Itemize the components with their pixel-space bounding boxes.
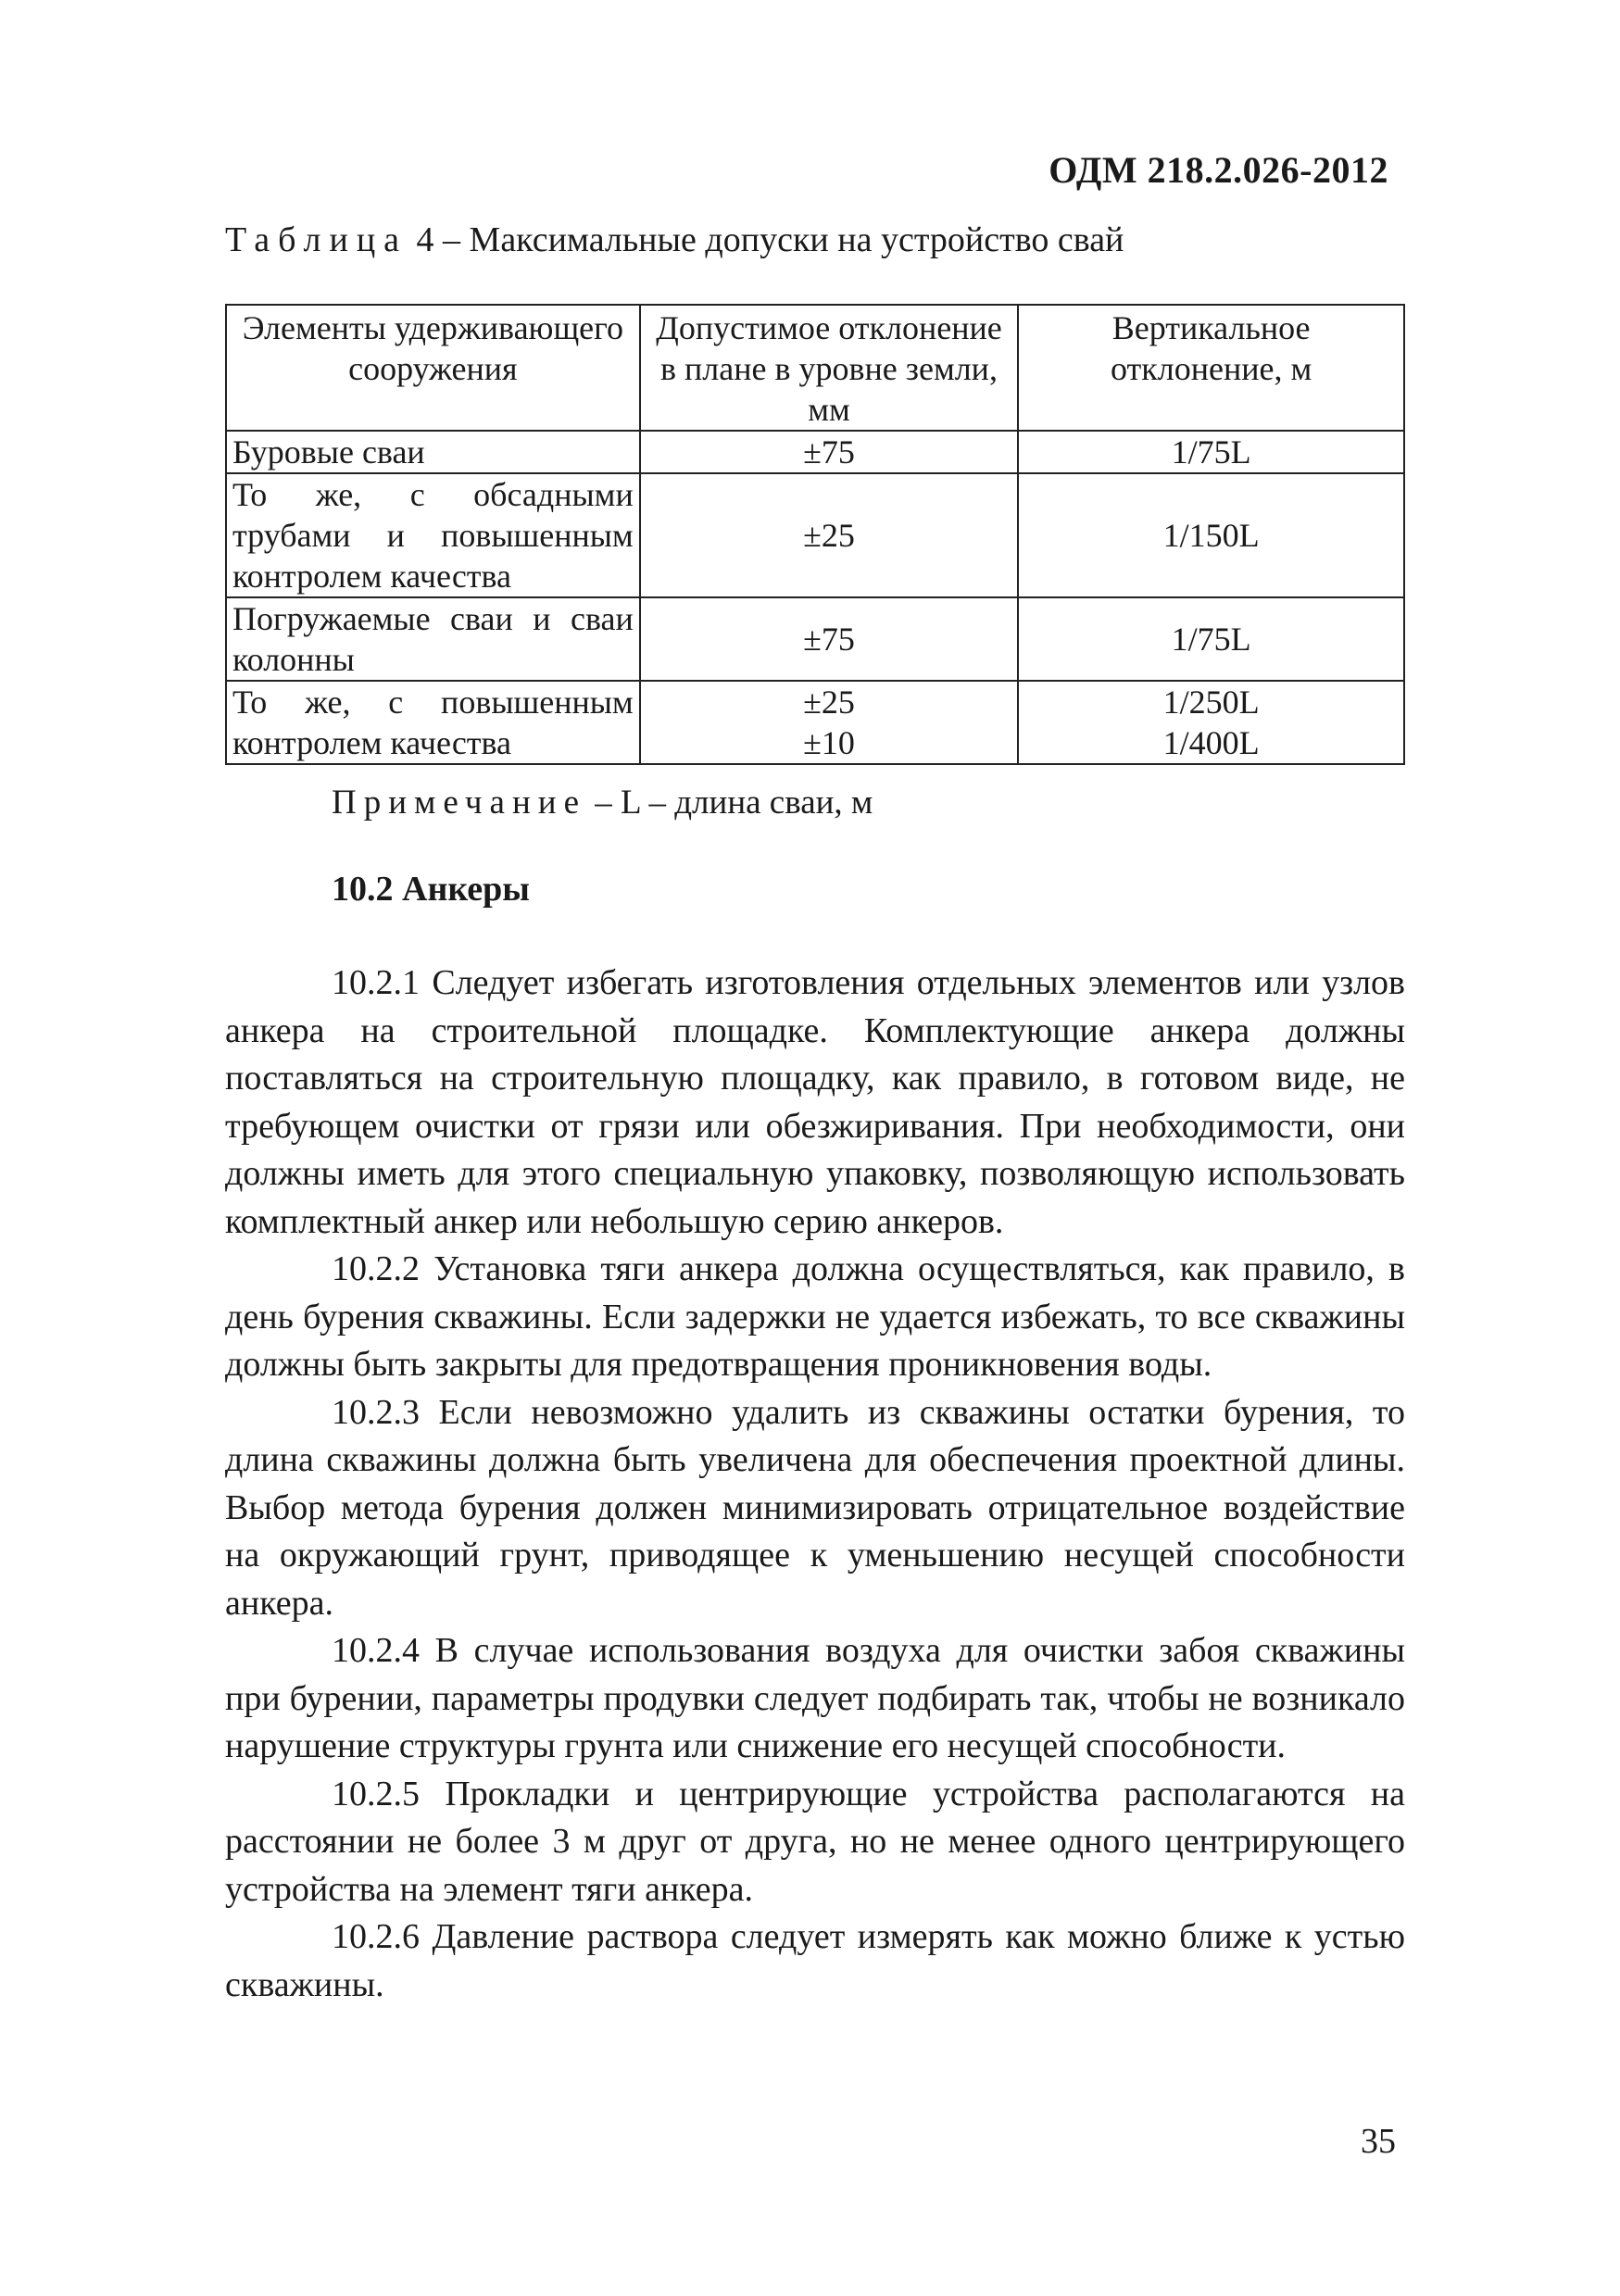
table-caption xyxy=(225,220,1124,260)
table-cell-vertical: 1/75L xyxy=(1018,431,1404,473)
paragraph: 10.2.1 Следует избегать изготовления отдельных элементов или узлов анкера на строительной площадке. Комплектующие анкера должны поставляться на строительную площадку, как правило, в готовом виде, не требующем очистки от грязи или обезжиривания. При необходимости, они должны иметь для этого специальную упаковку, позволяющую использовать комплектный анкер или небольшую серию анкеров. xyxy=(225,963,1405,1241)
table-cell-vertical xyxy=(1018,681,1404,764)
table-cell-plan-value: ±25 xyxy=(803,684,855,721)
table-cell-plan: ±75 xyxy=(640,431,1019,473)
column-header-plan-deviation: Допустимое отклонение в плане в уровне земли, мм xyxy=(640,305,1019,431)
table-cell-vertical: 1/75L xyxy=(1018,597,1404,681)
table-row xyxy=(226,597,1404,681)
paragraph: 10.2.2 Установка тяги анкера должна осуществляться, как правило, в день бурения скважины. Если задержки не удается избежать, то все скважины должны быть закрыты для предотвращения проникновения воды. xyxy=(225,1249,1405,1384)
table-row xyxy=(226,473,1404,597)
table-caption-title: 4 – Максимальные допуски на устройство свай xyxy=(408,220,1124,259)
paragraph: 10.2.6 Давление раствора следует измерять как можно ближе к устью скважины. xyxy=(225,1917,1405,2004)
document-code: ОДМ 218.2.026-2012 xyxy=(1049,149,1388,191)
table-cell-vertical-value: 1/250L xyxy=(1162,684,1260,721)
table-header-row xyxy=(226,305,1404,431)
table-cell-vertical-value: 1/400L xyxy=(1162,724,1260,761)
table-cell-element: То же, с повышенным контролем качества xyxy=(226,681,640,764)
page-number: 35 xyxy=(1361,2122,1396,2161)
table-cell-element: То же, с обсадными трубами и повышенным контролем качества xyxy=(226,473,640,597)
table-cell-element: Погружаемые сваи и сваи колонны xyxy=(226,597,640,681)
note-text: – L – длина сваи, м xyxy=(586,784,873,822)
column-header-elements: Элементы удерживающего сооружения xyxy=(226,305,640,431)
table-cell-plan: ±25 xyxy=(640,473,1019,597)
paragraph: 10.2.5 Прокладки и центрирующие устройства располагаются на расстоянии не более 3 м друг от друга, но не менее одного центрирующего устройства на элемент тяги анкера. xyxy=(225,1774,1405,1909)
paragraph: 10.2.3 Если невозможно удалить из скважины остатки бурения, то длина скважины должна быть увеличена для обеспечения проектной длины. Выбор метода бурения должен минимизировать отрицательное воздействие на окружающий грунт, приводящее к уменьшению несущей способности анкера. xyxy=(225,1392,1405,1623)
table-row xyxy=(226,431,1404,473)
table-cell-plan-value: ±10 xyxy=(803,724,855,761)
section-heading: 10.2 Анкеры xyxy=(332,870,530,909)
paragraph: 10.2.4 В случае использования воздуха для очистки забоя скважины при бурении, параметры продувки следует подбирать так, чтобы не возникало нарушение структуры грунта или снижение его несущей способности. xyxy=(225,1631,1405,1765)
note-label: Примечание xyxy=(332,784,586,822)
column-header-vertical-deviation: Вертикальное отклонение, м xyxy=(1018,305,1404,431)
tolerances-table xyxy=(225,304,1405,765)
table-cell-vertical: 1/150L xyxy=(1018,473,1404,597)
table-cell-element: Буровые сваи xyxy=(226,431,640,473)
table-note xyxy=(332,783,873,822)
table-cell-plan: ±75 xyxy=(640,597,1019,681)
table-caption-label: Таблица xyxy=(225,220,408,259)
section-body xyxy=(225,960,1405,2009)
table-cell-plan xyxy=(640,681,1019,764)
table-row xyxy=(226,681,1404,764)
